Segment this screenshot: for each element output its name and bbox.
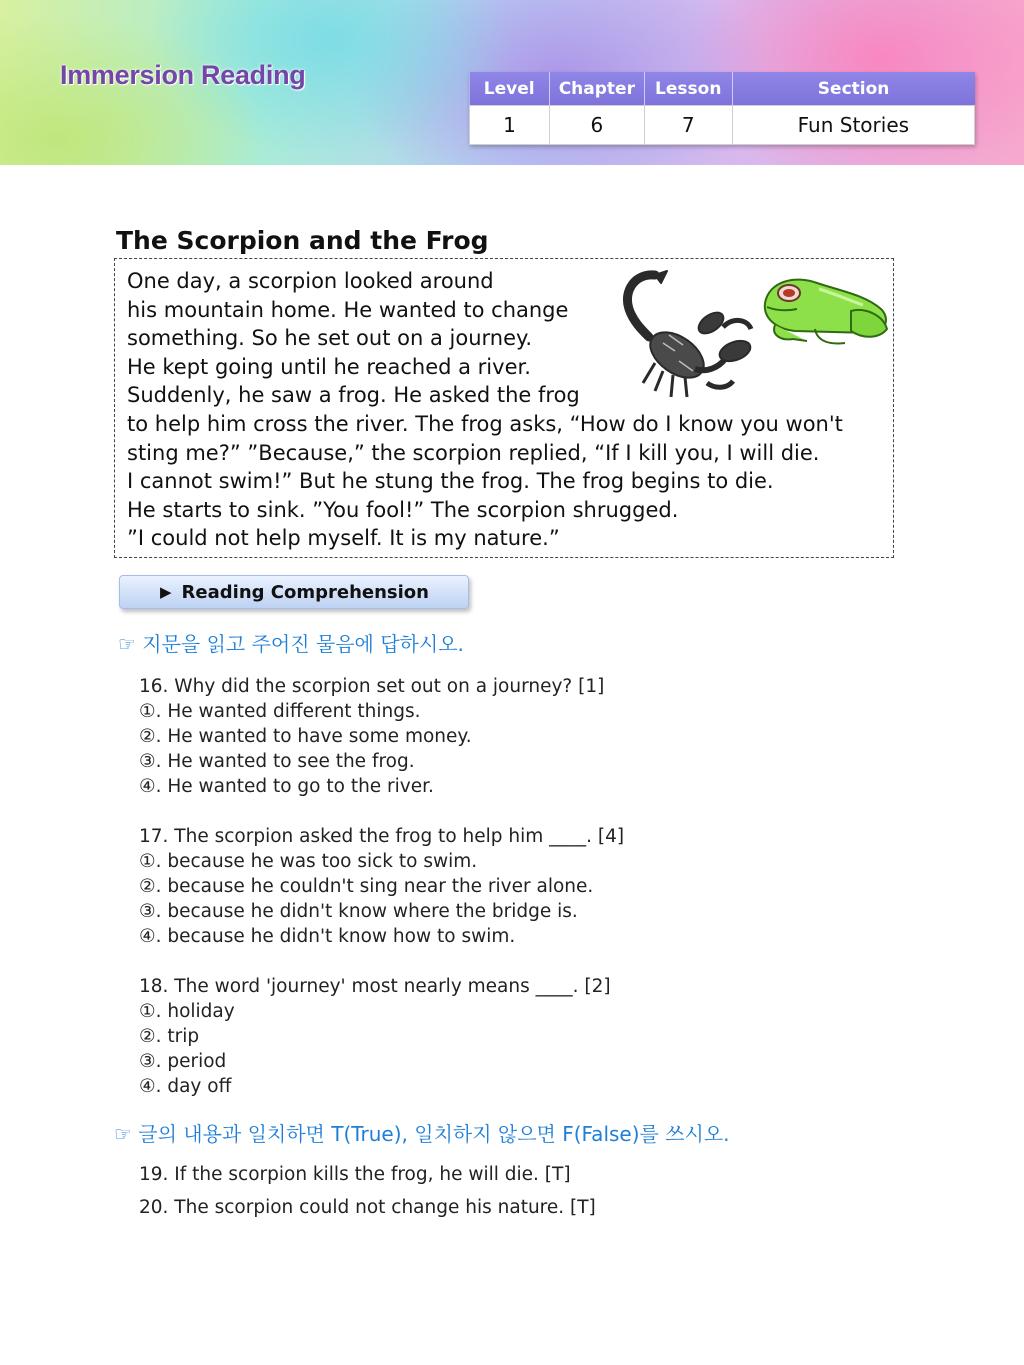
answer-option: ①. He wanted different things. [139,701,421,722]
story-line: He starts to sink. ”You fool!” The scorpion shrugged. [127,497,679,522]
scorpion-illustration [615,263,765,403]
story-line: Suddenly, he saw a frog. He asked the frog [127,383,580,408]
answer-option: ②. trip [139,1026,200,1047]
frog-illustration [755,271,895,351]
question-text: 16. Why did the scorpion set out on a journey? [1] [139,676,605,697]
story-line: He kept going until he reached a river. [127,354,531,379]
story-line: his mountain home. He wanted to change [127,297,569,322]
header-banner [0,0,1024,165]
level-value: 1 [470,106,550,145]
question-text: 18. The word 'journey' most nearly means ____. [2] [139,976,611,997]
question-17 [139,824,624,949]
true-false-item-19: 19. If the scorpion kills the frog, he will die. [T] [139,1164,571,1185]
app-title: Immersion Reading [60,60,306,90]
play-triangle-icon: ▶ [160,583,172,601]
question-18 [139,974,611,1099]
answer-option: ③. because he didn't know where the bridge is. [139,901,578,922]
answer-option: ①. because he was too sick to swim. [139,851,478,872]
lesson-value: 7 [644,106,732,145]
true-false-item-20: 20. The scorpion could not change his nature. [T] [139,1197,596,1218]
answer-option: ②. because he couldn't sing near the river alone. [139,876,594,897]
story-line: ”I could not help myself. It is my nature.” [127,526,560,551]
story-line: to help him cross the river. The frog asks, “How do I know you won't [127,411,843,436]
reading-comprehension-button[interactable] [119,575,469,609]
question-text: 17. The scorpion asked the frog to help him ____. [4] [139,826,625,847]
answer-option: ④. because he didn't know how to swim. [139,926,516,947]
reading-comprehension-label: Reading Comprehension [181,581,429,603]
answer-option: ③. period [139,1051,227,1072]
story-line: I cannot swim!” But he stung the frog. The frog begins to die. [127,469,774,494]
chapter-header: Chapter [549,72,644,106]
answer-option: ①. holiday [139,1001,235,1022]
answer-option: ④. He wanted to go to the river. [139,776,434,797]
story-line: sting me?” ”Because,” the scorpion replied, “If I kill you, I will die. [127,440,820,465]
story-title: The Scorpion and the Frog [116,226,489,255]
answer-option: ④. day off [139,1076,232,1097]
section-value: Fun Stories [732,106,974,145]
section-header: Section [732,72,974,106]
story-line: One day, a scorpion looked around [127,269,494,293]
comprehension-instruction: ☞ 지문을 읽고 주어진 물음에 답하시오. [118,632,464,656]
chapter-value: 6 [549,106,644,145]
question-16 [139,674,604,799]
answer-option: ②. He wanted to have some money. [139,726,472,747]
level-header: Level [470,72,550,106]
story-line: something. So he set out on a journey. [127,326,533,351]
true-false-instruction: ☞ 글의 내용과 일치하면 T(True), 일치하지 않으면 F(False)를 쓰시오. [114,1122,730,1146]
lesson-info-table [469,72,975,145]
answer-option: ③. He wanted to see the frog. [139,751,415,772]
lesson-header: Lesson [644,72,732,106]
story-box [114,258,894,558]
